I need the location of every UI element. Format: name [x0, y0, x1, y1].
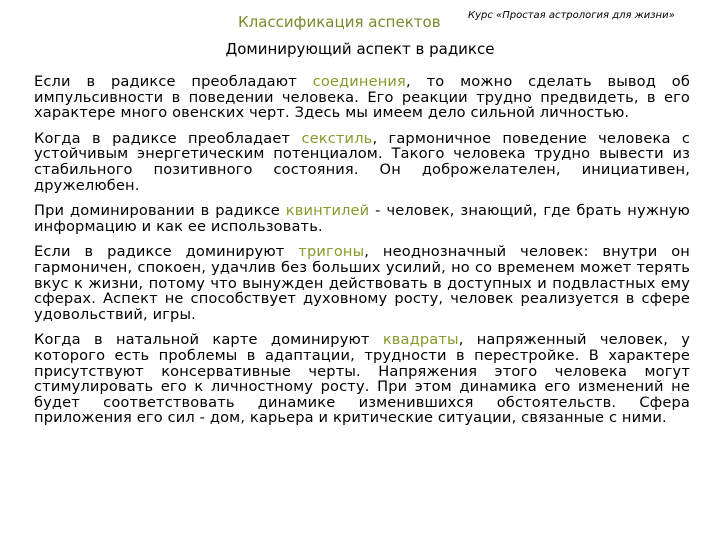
- paragraph-conjunction: [34, 74, 690, 121]
- keyword-trine: тригоны: [298, 243, 365, 261]
- paragraph-quintile: [34, 203, 690, 234]
- paragraph-text: - человек, знающий, где брать нужную информацию и как ее использовать.: [34, 202, 690, 235]
- course-title: Курс «Простая астрология для жизни»: [468, 10, 675, 21]
- paragraph-sextile: [34, 131, 690, 193]
- paragraph-text: , неоднозначный человек: внутри он гармоничен, спокоен, удачлив без больших усилий, но со временем может терять вкус к жизни, потому что вынужден действовать в доступных и подвластных ему сферах. Аспект не способствует духовному росту, человек реализуется в сфере удовольствий, игры.: [34, 243, 691, 323]
- paragraph-text: , гармоничное поведение человека с устойчивым энергетическим потенциалом. Такого человека трудно вывести из стабильного позитивного состояния. Он доброжелателен, инициативен, дружелюбен.: [34, 129, 690, 194]
- paragraph-text: Если в радиксе доминируют: [34, 243, 299, 261]
- paragraph-text: При доминировании в радиксе: [34, 202, 286, 220]
- paragraph-text: Когда в натальной карте доминируют: [34, 331, 383, 349]
- keyword-conjunction: соединения: [312, 73, 406, 90]
- paragraph-text: Если в радиксе преобладают: [34, 73, 313, 90]
- paragraph-square: [34, 332, 690, 426]
- keyword-sextile: секстиль: [301, 129, 373, 147]
- paragraph-trine: [34, 244, 690, 322]
- paragraph-text: , то можно сделать вывод об импульсивности в поведении человека. Его реакции трудно предвидеть, в его характере много овенских черт. Здесь мы имеем дело сильной личностью.: [34, 73, 690, 122]
- paragraph-text: , напряженный человек, у которого есть проблемы в адаптации, трудности в перестройке. В характере присутствуют консервативные черты. Напряжения этого человека могут стимулировать его к личностному росту. При этом динамика его изменений не будет соответствовать динамике изменившихся обстоятельств. Сфера приложения его сил - дом, карьера и критические ситуации, связанные с ними.: [34, 331, 691, 427]
- slide-subtitle: Доминирующий аспект в радиксе: [225, 40, 495, 58]
- paragraph-text: Когда в радиксе преобладает: [34, 129, 302, 147]
- keyword-quintile: квинтилей: [285, 202, 370, 220]
- slide-body: [34, 74, 690, 436]
- keyword-square: квадраты: [382, 331, 459, 349]
- section-title: Классификация аспектов: [238, 13, 441, 31]
